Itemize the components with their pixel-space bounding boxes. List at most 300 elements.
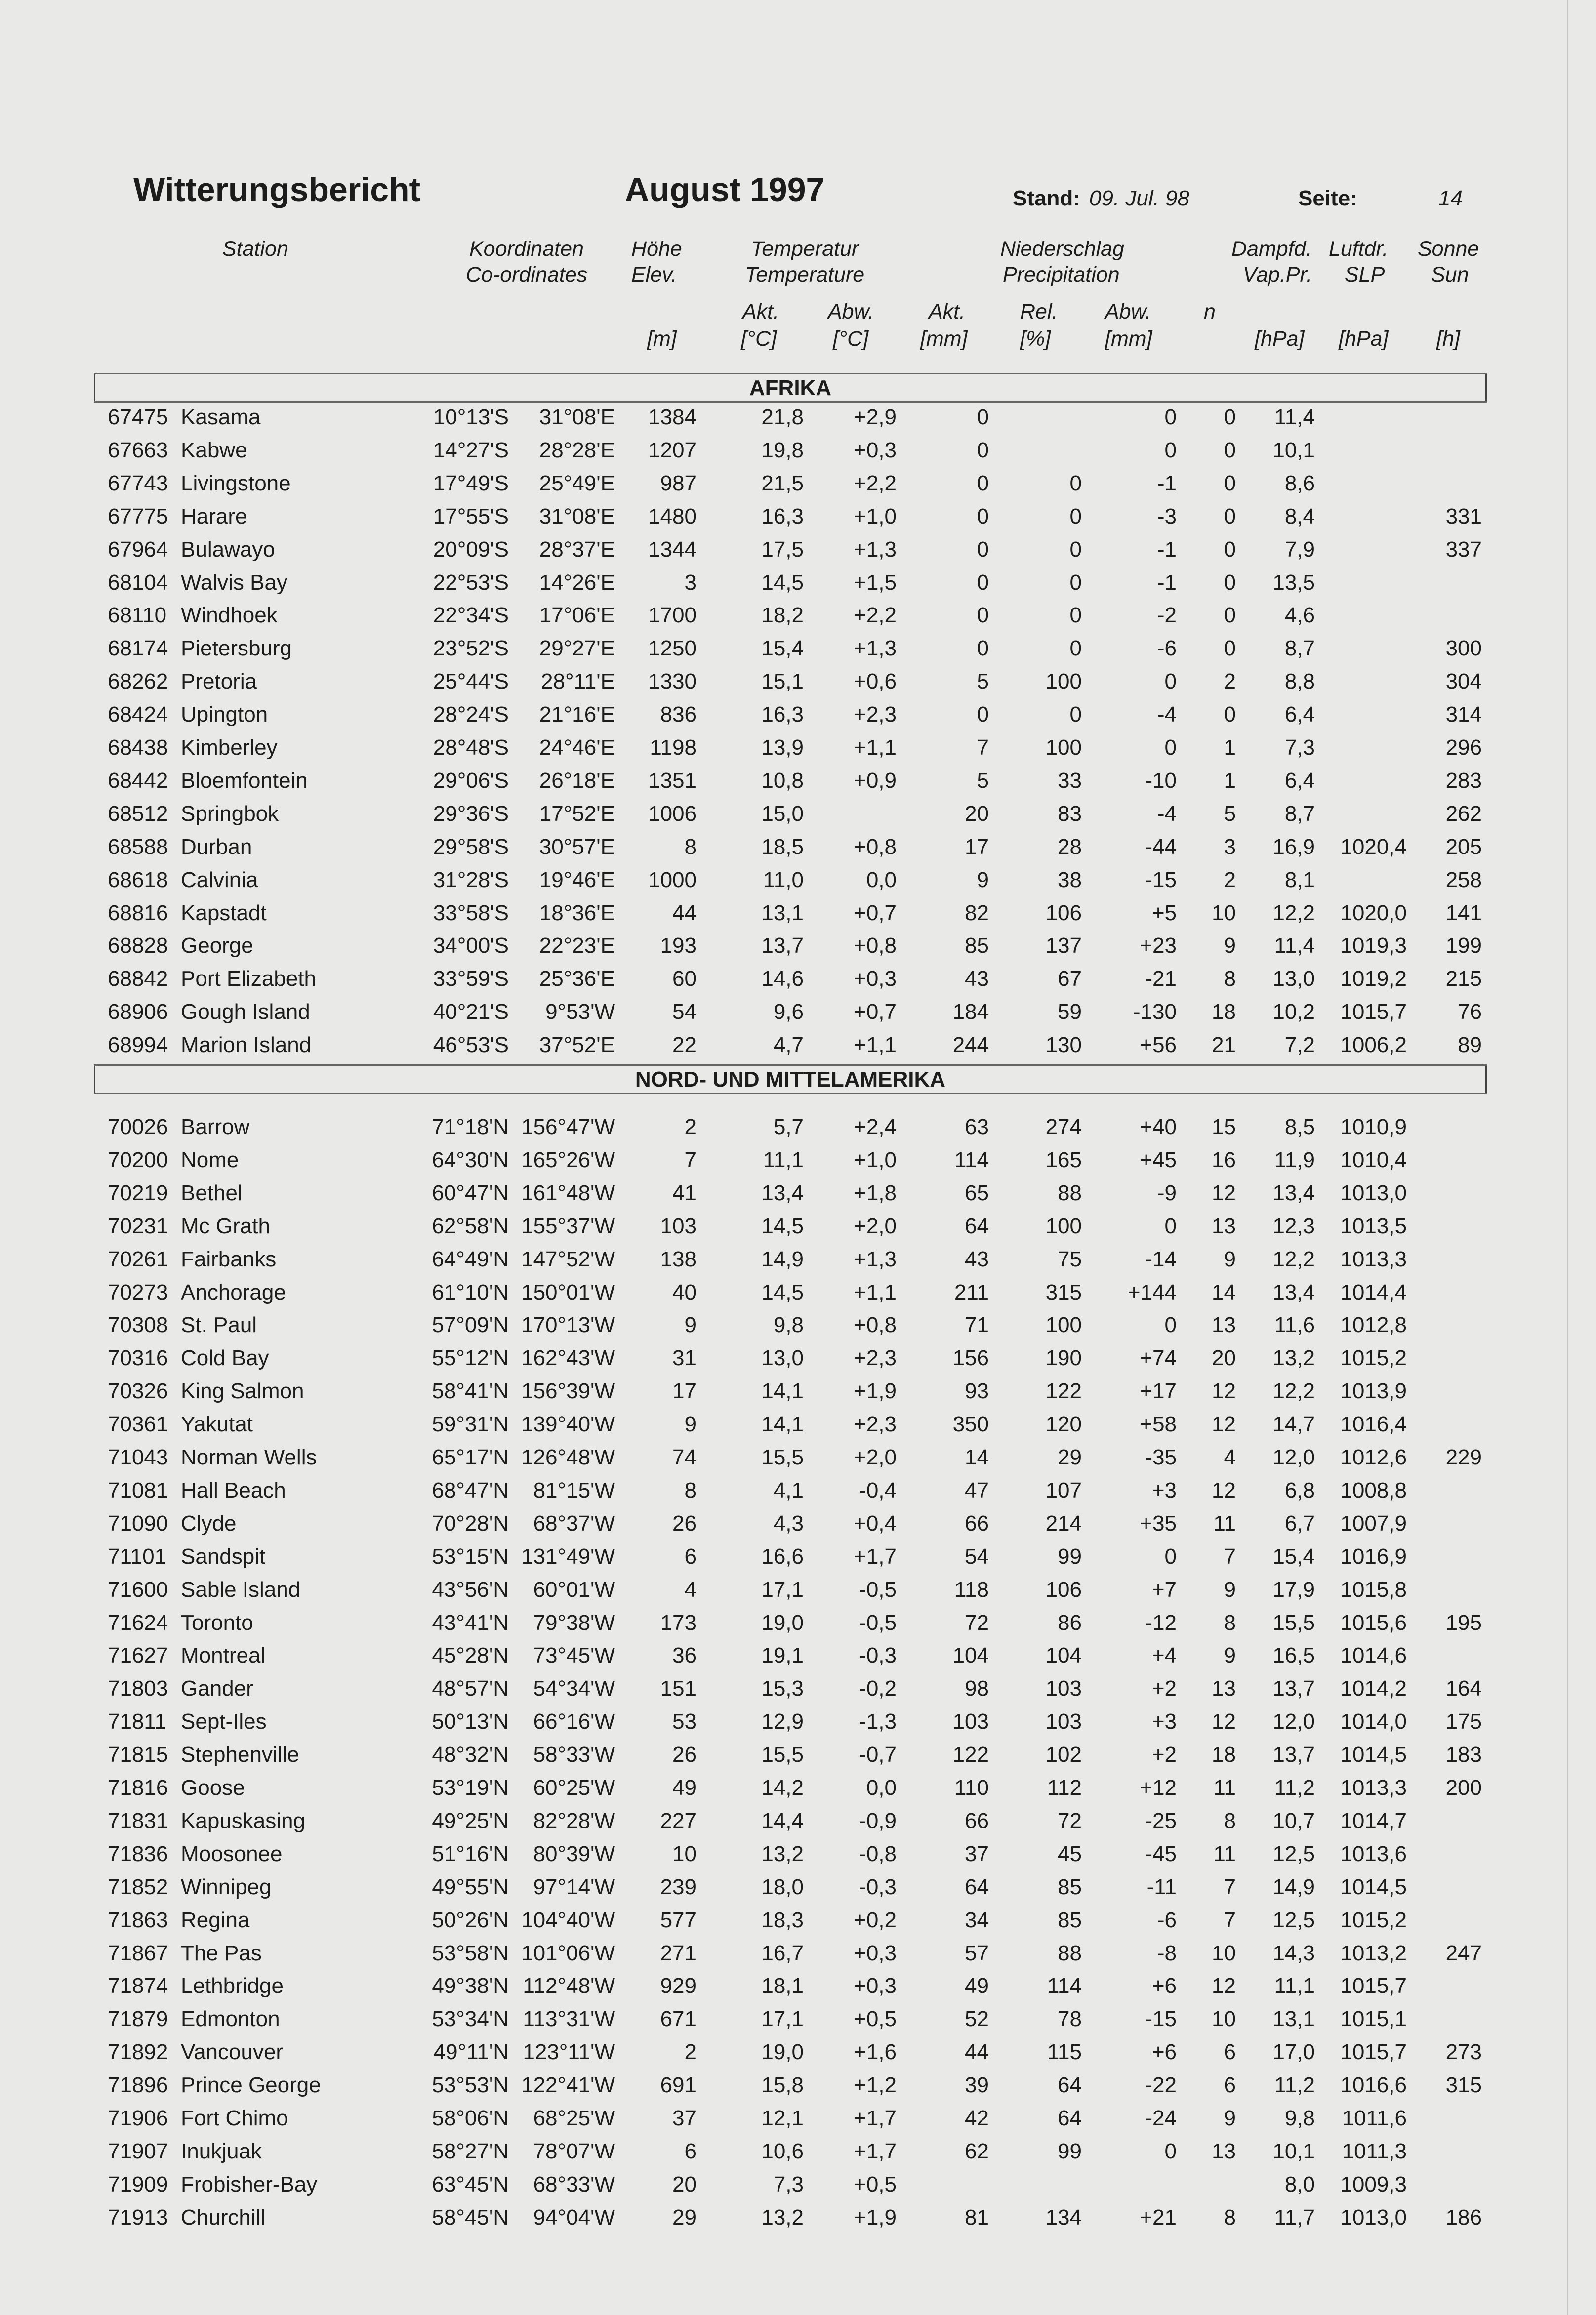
prec-abw: +2	[1151, 1743, 1177, 1767]
latitude: 28°48'S	[433, 735, 509, 760]
section-band-nord-mittelamerika	[94, 1064, 1487, 1093]
station-id: 68828	[108, 934, 168, 958]
latitude: 61°10'N	[432, 1280, 509, 1304]
temp-abw: -0,3	[859, 1874, 897, 1899]
prec-akt: 98	[965, 1676, 989, 1701]
prec-days: 11	[1213, 1511, 1236, 1536]
sea-level-pressure: 1013,9	[1340, 1379, 1407, 1404]
temp-akt: 15,3	[761, 1676, 804, 1701]
table-row	[0, 1377, 1596, 1410]
prec-abw: +45	[1140, 1147, 1177, 1172]
elevation: 836	[660, 702, 696, 727]
elevation: 17	[672, 1379, 696, 1404]
table-row	[0, 568, 1596, 601]
temp-abw: -0,5	[859, 1610, 897, 1635]
latitude: 34°00'S	[433, 934, 509, 958]
table-row	[0, 1641, 1596, 1674]
longitude: 68°37'W	[533, 1511, 615, 1536]
prec-akt: 0	[977, 570, 989, 595]
vapour-pressure: 8,6	[1284, 471, 1315, 495]
station-id: 71906	[108, 2106, 168, 2130]
table-row	[0, 964, 1596, 997]
temp-abw: +1,0	[854, 504, 897, 528]
station-name: Fort Chimo	[181, 2106, 288, 2130]
longitude: 21°16'E	[539, 702, 615, 727]
temp-abw: +1,1	[854, 1280, 897, 1304]
sunshine: 141	[1445, 900, 1482, 925]
prec-akt: 114	[954, 1147, 989, 1172]
table-row	[0, 799, 1596, 832]
latitude: 57°09'N	[432, 1313, 509, 1338]
sunshine: 199	[1445, 934, 1482, 958]
table-row	[0, 1575, 1596, 1608]
station-id: 68174	[108, 636, 168, 661]
section-rule	[94, 373, 1487, 374]
temp-akt: 13,2	[761, 1841, 804, 1866]
latitude: 48°57'N	[432, 1676, 509, 1701]
temp-abw: +1,1	[854, 1033, 897, 1057]
vapour-pressure: 16,9	[1272, 834, 1315, 859]
prec-rel: 75	[1058, 1247, 1082, 1271]
elevation: 10	[672, 1841, 696, 1866]
report-period: August 1997	[625, 171, 825, 208]
prec-days: 2	[1224, 669, 1236, 694]
elevation: 173	[660, 1610, 696, 1635]
temp-akt: 4,7	[773, 1033, 804, 1057]
station-id: 70361	[108, 1412, 168, 1437]
temp-akt: 15,8	[761, 2073, 804, 2098]
station-name: Winnipeg	[181, 1874, 272, 1899]
sea-level-pressure: 1014,6	[1340, 1643, 1407, 1668]
col-slp-de: Luftdr.	[1329, 237, 1389, 261]
prec-rel: 274	[1045, 1115, 1082, 1139]
table-row	[0, 1707, 1596, 1740]
prec-days: 0	[1224, 504, 1236, 528]
station-id: 67964	[108, 537, 168, 562]
latitude: 29°58'S	[433, 834, 509, 859]
latitude: 68°47'N	[432, 1478, 509, 1503]
prec-akt: 54	[965, 1544, 989, 1569]
table-row	[0, 2203, 1596, 2236]
sea-level-pressure: 1014,5	[1340, 1874, 1407, 1899]
station-name: Kasama	[181, 405, 261, 429]
station-name: Port Elizabeth	[181, 967, 316, 991]
prec-rel: 315	[1045, 1280, 1082, 1304]
prec-akt: 5	[977, 669, 989, 694]
longitude: 17°52'E	[539, 801, 615, 826]
elevation: 1330	[648, 669, 696, 694]
prec-akt: 211	[954, 1280, 989, 1304]
prec-rel: 214	[1045, 1511, 1082, 1536]
station-name: The Pas	[181, 1941, 262, 1965]
station-id: 68842	[108, 967, 168, 991]
prec-abw: -11	[1146, 1874, 1177, 1899]
longitude: 24°46'E	[539, 735, 615, 760]
vapour-pressure: 7,9	[1284, 537, 1315, 562]
prec-rel: 100	[1045, 1313, 1082, 1338]
prec-akt: 0	[977, 537, 989, 562]
elevation: 1480	[648, 504, 696, 528]
longitude: 122°41'W	[521, 2073, 615, 2098]
temp-abw: -0,8	[859, 1841, 897, 1866]
station-id: 71101	[108, 1544, 167, 1569]
prec-akt: 9	[977, 867, 989, 892]
sunshine: 337	[1445, 537, 1482, 562]
temp-abw: +0,3	[854, 1974, 897, 1998]
prec-akt: 42	[965, 2106, 989, 2130]
latitude: 53°15'N	[432, 1544, 509, 1569]
prec-days: 12	[1212, 1478, 1236, 1503]
vapour-pressure: 8,1	[1284, 867, 1315, 892]
prec-days: 18	[1212, 1000, 1236, 1024]
vapour-pressure: 7,3	[1284, 735, 1315, 760]
sunshine: 164	[1445, 1676, 1482, 1701]
sea-level-pressure: 1013,2	[1340, 1941, 1407, 1965]
elevation: 1351	[648, 768, 696, 793]
prec-days: 12	[1212, 1412, 1236, 1437]
station-id: 68110	[108, 603, 167, 628]
elevation: 1198	[650, 735, 696, 760]
vapour-pressure: 10,1	[1272, 2139, 1315, 2163]
station-id: 71803	[108, 1676, 168, 1701]
prec-days: 9	[1224, 1247, 1236, 1271]
sea-level-pressure: 1013,3	[1340, 1776, 1407, 1800]
prec-days: 0	[1224, 405, 1236, 429]
station-id: 70261	[108, 1247, 168, 1271]
prec-rel: 86	[1058, 1610, 1082, 1635]
temp-abw: +2,2	[854, 603, 897, 628]
latitude: 59°31'N	[432, 1412, 509, 1437]
longitude: 73°45'W	[533, 1643, 615, 1668]
prec-days: 0	[1224, 702, 1236, 727]
sea-level-pressure: 1015,7	[1340, 2040, 1407, 2065]
col-sun-unit: [h]	[1436, 327, 1460, 351]
sea-level-pressure: 1013,6	[1340, 1841, 1407, 1866]
latitude: 23°52'S	[433, 636, 509, 661]
prec-days: 13	[1212, 1313, 1236, 1338]
prec-days: 2	[1224, 867, 1236, 892]
station-id: 71892	[108, 2040, 168, 2065]
vapour-pressure: 13,1	[1272, 2007, 1315, 2031]
prec-rel: 67	[1058, 967, 1082, 991]
prec-abw: +3	[1151, 1478, 1177, 1503]
elevation: 4	[684, 1577, 696, 1602]
latitude: 49°55'N	[432, 1874, 509, 1899]
station-name: St. Paul	[181, 1313, 257, 1338]
vapour-pressure: 8,4	[1284, 504, 1315, 528]
latitude: 53°19'N	[432, 1776, 509, 1800]
temp-abw: 0,0	[866, 867, 897, 892]
latitude: 20°09'S	[433, 537, 509, 562]
longitude: 150°01'W	[521, 1280, 615, 1304]
table-row	[0, 1245, 1596, 1278]
station-name: Pietersburg	[181, 636, 292, 661]
elevation: 1700	[648, 603, 696, 628]
sea-level-pressure: 1015,2	[1340, 1908, 1407, 1932]
prec-days: 14	[1212, 1280, 1236, 1304]
prec-abw: +23	[1140, 934, 1177, 958]
temp-abw: +0,4	[854, 1511, 897, 1536]
sea-level-pressure: 1015,1	[1340, 2007, 1407, 2031]
longitude: 113°31'W	[523, 2007, 615, 2031]
vapour-pressure: 10,1	[1272, 438, 1315, 462]
longitude: 131°49'W	[521, 1544, 615, 1569]
prec-days: 8	[1224, 1808, 1236, 1833]
table-row	[0, 766, 1596, 799]
longitude: 112°48'W	[523, 1974, 615, 1998]
col-prec-n: n	[1204, 300, 1216, 324]
temp-abw: 0,0	[866, 1776, 897, 1800]
prec-days: 6	[1224, 2073, 1236, 2098]
elevation: 138	[660, 1247, 696, 1271]
prec-rel: 0	[1069, 603, 1082, 628]
latitude: 71°18'N	[432, 1115, 509, 1139]
station-id: 70219	[108, 1180, 168, 1205]
prec-abw: 0	[1164, 669, 1177, 694]
vapour-pressure: 13,2	[1272, 1346, 1315, 1371]
longitude: 78°07'W	[533, 2139, 615, 2163]
prec-akt: 14	[965, 1445, 989, 1469]
prec-rel: 103	[1045, 1676, 1082, 1701]
latitude: 58°06'N	[432, 2106, 509, 2130]
prec-rel: 85	[1058, 1908, 1082, 1932]
prec-rel: 107	[1045, 1478, 1082, 1503]
latitude: 43°41'N	[432, 1610, 509, 1635]
col-slp-en: SLP	[1345, 263, 1385, 286]
prec-rel: 122	[1045, 1379, 1082, 1404]
temp-akt: 18,0	[761, 1874, 804, 1899]
prec-akt: 49	[965, 1974, 989, 1998]
station-name: Calvinia	[181, 867, 258, 892]
col-vap-de: Dampfd.	[1231, 237, 1312, 261]
temp-akt: 9,8	[773, 1313, 804, 1338]
station-name: Vancouver	[181, 2040, 284, 2065]
temp-akt: 14,9	[761, 1247, 804, 1271]
elevation: 60	[672, 967, 696, 991]
temp-abw: +0,7	[854, 900, 897, 925]
prec-rel: 29	[1058, 1445, 1082, 1469]
temp-akt: 4,3	[773, 1511, 804, 1536]
sea-level-pressure: 1010,9	[1340, 1115, 1407, 1139]
prec-days: 3	[1224, 834, 1236, 859]
latitude: 31°28'S	[433, 867, 509, 892]
prec-rel: 103	[1045, 1709, 1082, 1734]
latitude: 51°16'N	[432, 1841, 509, 1866]
station-name: Stephenville	[181, 1743, 299, 1767]
prec-days: 9	[1224, 934, 1236, 958]
station-id: 67475	[108, 405, 168, 429]
prec-rel: 130	[1045, 1033, 1082, 1057]
latitude: 43°56'N	[432, 1577, 509, 1602]
station-name: Bulawayo	[181, 537, 275, 562]
longitude: 60°01'W	[533, 1577, 615, 1602]
prec-abw: +2	[1151, 1676, 1177, 1701]
station-name: Windhoek	[181, 603, 278, 628]
longitude: 68°25'W	[533, 2106, 615, 2130]
latitude: 50°13'N	[432, 1709, 509, 1734]
station-id: 71816	[108, 1776, 168, 1800]
station-name: Norman Wells	[181, 1445, 317, 1469]
prec-rel: 0	[1069, 570, 1082, 595]
station-id: 70026	[108, 1115, 168, 1139]
vapour-pressure: 11,4	[1274, 405, 1315, 429]
prec-days: 18	[1212, 1743, 1236, 1767]
prec-rel: 99	[1058, 1544, 1082, 1569]
prec-abw: 0	[1164, 1544, 1177, 1569]
longitude: 66°16'W	[533, 1709, 615, 1734]
prec-akt: 57	[965, 1941, 989, 1965]
prec-abw: +5	[1151, 900, 1177, 925]
temp-akt: 11,0	[763, 867, 804, 892]
station-id: 71811	[108, 1709, 167, 1734]
table-row	[0, 1674, 1596, 1707]
temp-akt: 14,5	[761, 570, 804, 595]
prec-rel: 100	[1045, 669, 1082, 694]
station-name: Marion Island	[181, 1033, 312, 1057]
elevation: 31	[672, 1346, 696, 1371]
vapour-pressure: 11,9	[1274, 1147, 1315, 1172]
prec-days: 10	[1212, 2007, 1236, 2031]
temp-abw: +1,9	[854, 2205, 897, 2230]
table-row	[0, 469, 1596, 502]
station-name: Hall Beach	[181, 1478, 286, 1503]
station-id: 71043	[108, 1445, 168, 1469]
station-name: Clyde	[181, 1511, 237, 1536]
prec-rel: 0	[1069, 504, 1082, 528]
prec-abw: -14	[1145, 1247, 1177, 1271]
elevation: 9	[684, 1313, 696, 1338]
latitude: 58°41'N	[432, 1379, 509, 1404]
prec-days: 7	[1224, 1874, 1236, 1899]
temp-akt: 16,3	[761, 504, 804, 528]
latitude: 53°34'N	[432, 2007, 509, 2031]
station-id: 71913	[108, 2205, 168, 2230]
station-name: King Salmon	[181, 1379, 304, 1404]
vapour-pressure: 16,5	[1272, 1643, 1315, 1668]
temp-akt: 13,4	[761, 1180, 804, 1205]
prec-akt: 0	[977, 603, 989, 628]
station-id: 68994	[108, 1033, 168, 1057]
elevation: 36	[672, 1643, 696, 1668]
station-id: 71879	[108, 2007, 168, 2031]
prec-rel: 64	[1058, 2106, 1082, 2130]
temp-akt: 15,0	[761, 801, 804, 826]
prec-days: 0	[1224, 438, 1236, 462]
longitude: 28°37'E	[539, 537, 615, 562]
latitude: 49°25'N	[432, 1808, 509, 1833]
table-row	[0, 997, 1596, 1030]
sea-level-pressure: 1012,8	[1340, 1313, 1407, 1338]
station-name: Kabwe	[181, 438, 247, 462]
longitude: 18°36'E	[539, 900, 615, 925]
elevation: 987	[660, 471, 696, 495]
prec-rel: 85	[1058, 1874, 1082, 1899]
temp-abw: +1,2	[854, 2073, 897, 2098]
vapour-pressure: 15,4	[1272, 1544, 1315, 1569]
latitude: 48°32'N	[432, 1743, 509, 1767]
latitude: 60°47'N	[432, 1180, 509, 1205]
longitude: 58°33'W	[533, 1743, 615, 1767]
latitude: 58°27'N	[432, 2139, 509, 2163]
prec-days: 13	[1212, 2139, 1236, 2163]
vapour-pressure: 12,3	[1272, 1214, 1315, 1238]
sunshine: 262	[1445, 801, 1482, 826]
elevation: 9	[684, 1412, 696, 1437]
longitude: 156°47'W	[521, 1115, 615, 1139]
col-station: Station	[222, 237, 288, 261]
sunshine: 314	[1445, 702, 1482, 727]
station-id: 68442	[108, 768, 168, 793]
elevation: 26	[672, 1743, 696, 1767]
section-title: NORD- UND MITTELAMERIKA	[635, 1067, 946, 1092]
elevation: 44	[672, 900, 696, 925]
prec-abw: -10	[1145, 768, 1177, 793]
station-name: Montreal	[181, 1643, 266, 1668]
latitude: 65°17'N	[432, 1445, 509, 1469]
station-id: 70308	[108, 1313, 168, 1338]
table-row	[0, 601, 1596, 634]
longitude: 94°04'W	[533, 2205, 615, 2230]
sunshine: 283	[1445, 768, 1482, 793]
elevation: 7	[684, 1147, 696, 1172]
temp-abw: -0,2	[859, 1676, 897, 1701]
prec-rel: 112	[1047, 1776, 1082, 1800]
elevation: 26	[672, 1511, 696, 1536]
station-id: 70273	[108, 1280, 168, 1304]
vapour-pressure: 13,5	[1272, 570, 1315, 595]
prec-akt: 7	[977, 735, 989, 760]
prec-abw: -8	[1157, 1941, 1177, 1965]
table-row	[0, 898, 1596, 932]
sea-level-pressure: 1013,0	[1340, 2205, 1407, 2230]
prec-akt: 43	[965, 1247, 989, 1271]
latitude: 58°45'N	[432, 2205, 509, 2230]
prec-akt: 65	[965, 1180, 989, 1205]
station-name: Toronto	[181, 1610, 253, 1635]
longitude: 25°36'E	[539, 967, 615, 991]
longitude: 28°11'E	[541, 669, 615, 694]
temp-akt: 9,6	[773, 1000, 804, 1024]
prec-rel: 114	[1047, 1974, 1082, 1998]
sunshine: 273	[1445, 2040, 1482, 2065]
temp-abw: +0,2	[854, 1908, 897, 1932]
latitude: 46°53'S	[433, 1033, 509, 1057]
prec-akt: 0	[977, 702, 989, 727]
sea-level-pressure: 1015,2	[1340, 1346, 1407, 1371]
elevation: 1384	[648, 405, 696, 429]
prec-rel: 59	[1058, 1000, 1082, 1024]
elevation: 227	[660, 1808, 696, 1833]
table-row	[0, 2071, 1596, 2104]
vapour-pressure: 13,7	[1272, 1676, 1315, 1701]
station-name: Cold Bay	[181, 1346, 269, 1371]
vapour-pressure: 8,8	[1284, 669, 1315, 694]
elevation: 49	[672, 1776, 696, 1800]
station-name: Lethbridge	[181, 1974, 284, 1998]
col-prec-abw: Abw.	[1105, 300, 1151, 324]
temp-akt: 13,9	[761, 735, 804, 760]
temp-abw: +0,8	[854, 934, 897, 958]
col-vap-unit: [hPa]	[1255, 327, 1305, 351]
longitude: 123°11'W	[523, 2040, 615, 2065]
station-name: Churchill	[181, 2205, 266, 2230]
table-row	[0, 667, 1596, 700]
sea-level-pressure: 1015,7	[1340, 1974, 1407, 1998]
temp-abw: +1,7	[854, 1544, 897, 1569]
prec-days: 0	[1224, 537, 1236, 562]
prec-akt: 20	[965, 801, 989, 826]
longitude: 68°33'W	[533, 2172, 615, 2196]
